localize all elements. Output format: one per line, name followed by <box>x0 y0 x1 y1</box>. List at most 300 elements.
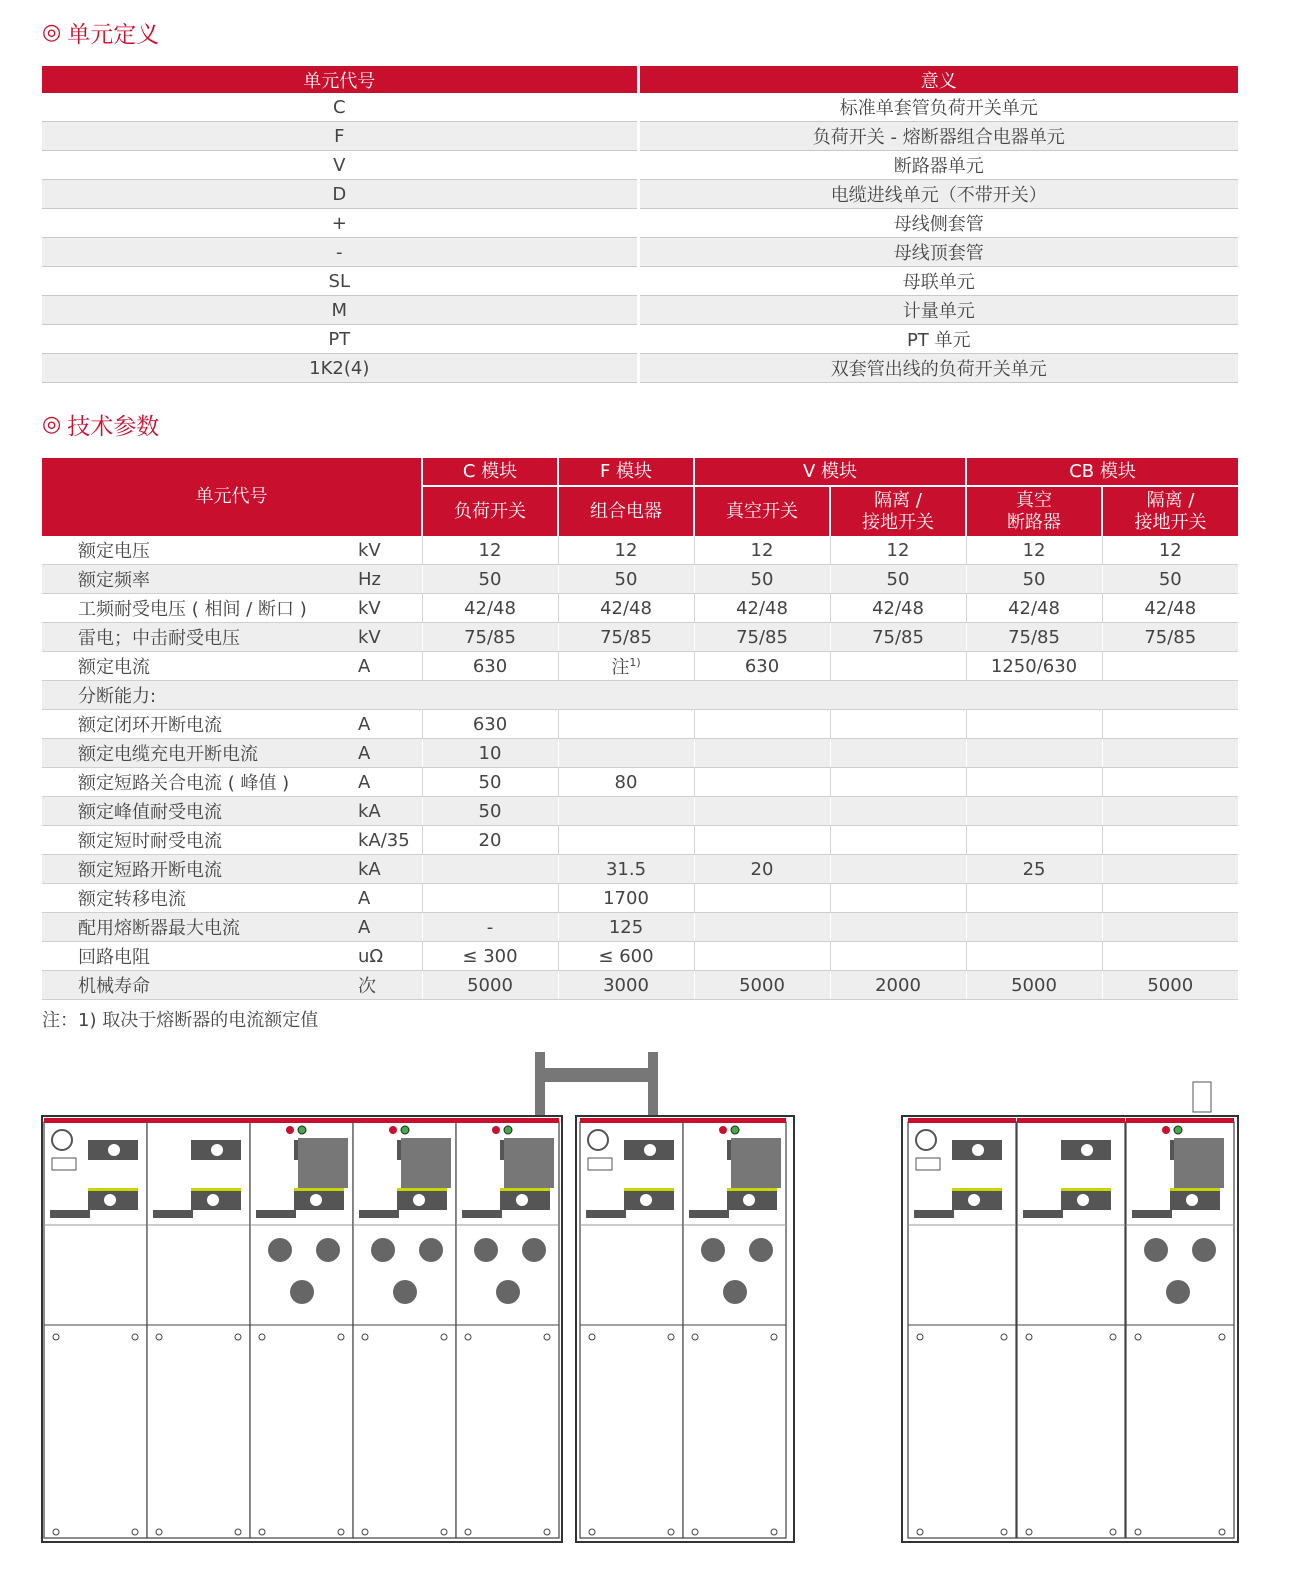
param-value <box>966 623 1102 652</box>
fuse-knob <box>701 1238 725 1262</box>
param-value <box>558 768 694 797</box>
busbar-connector <box>535 1052 545 1116</box>
param-value <box>966 884 1102 913</box>
section-title-tech-params <box>42 408 159 441</box>
table-row <box>42 209 1238 238</box>
panel-top-strip <box>1017 1118 1125 1123</box>
param-value <box>558 855 694 884</box>
indicator-light <box>389 1126 397 1134</box>
indicator-light <box>504 1126 512 1134</box>
meaning-cell: 母线顶套管 <box>638 238 1238 267</box>
fuse-knob <box>496 1280 520 1304</box>
table-row <box>42 594 1238 623</box>
panel-top-strip <box>147 1118 250 1123</box>
param-value <box>1102 594 1238 623</box>
param-value <box>694 855 830 884</box>
table-row <box>42 565 1238 594</box>
param-value <box>1102 884 1238 913</box>
param-value <box>1102 536 1238 565</box>
nameplate <box>153 1210 193 1218</box>
param-value <box>1102 797 1238 826</box>
header-meaning: 意义 <box>638 66 1238 93</box>
unit-code-cell: V <box>42 151 638 180</box>
fuse-knob <box>474 1238 498 1262</box>
param-value <box>558 942 694 971</box>
switch-indicator <box>191 1188 241 1191</box>
param-value <box>1102 652 1238 681</box>
param-value <box>1102 623 1238 652</box>
value-text: 50 <box>886 568 910 590</box>
table-row <box>42 710 1238 739</box>
param-value <box>694 739 830 768</box>
unit-definition-table <box>42 66 1238 383</box>
param-unit: A <box>352 739 422 768</box>
param-value <box>830 739 966 768</box>
table-row <box>42 536 1238 565</box>
busbar-connector <box>545 1068 648 1082</box>
sub-header-cell: 组合电器 <box>558 486 694 536</box>
param-value <box>830 768 966 797</box>
param-name: 回路电阻 <box>42 942 352 971</box>
param-value <box>1102 855 1238 884</box>
param-value <box>830 652 966 681</box>
table-row <box>42 151 1238 180</box>
value-text: 80 <box>614 771 638 793</box>
indicator-light <box>298 1126 306 1134</box>
unit-code-cell: C <box>42 93 638 122</box>
value-text: 5000 <box>467 974 513 996</box>
param-value <box>830 710 966 739</box>
param-value <box>830 797 966 826</box>
param-value <box>422 623 558 652</box>
param-value <box>422 739 558 768</box>
breaker-mechanism <box>731 1138 781 1188</box>
param-value <box>422 565 558 594</box>
header-unit-code: 单元代号 <box>42 66 638 93</box>
table-row <box>42 739 1238 768</box>
param-unit: A <box>352 652 422 681</box>
indicator-light <box>492 1126 500 1134</box>
param-value <box>694 710 830 739</box>
switch-indicator <box>413 1194 425 1206</box>
switch-indicator <box>640 1194 652 1206</box>
sub-header-cell: 隔离 / 接地开关 <box>830 486 966 536</box>
sub-header-cell: 隔离 / 接地开关 <box>1102 486 1238 536</box>
switch-indicator <box>310 1194 322 1206</box>
param-value <box>830 942 966 971</box>
param-value <box>1102 739 1238 768</box>
table-row <box>42 180 1238 209</box>
table-row <box>42 942 1238 971</box>
param-name: 额定短路关合电流 ( 峰值 ) <box>42 768 352 797</box>
nameplate <box>462 1210 502 1218</box>
unit-code-cell: 1K2(4) <box>42 354 638 383</box>
switch-indicator <box>104 1194 116 1206</box>
value-text: 1700 <box>603 887 649 909</box>
fuse-knob <box>749 1238 773 1262</box>
table-row <box>42 681 1238 710</box>
unit-code-cell: - <box>42 238 638 267</box>
value-text: 75/85 <box>464 626 516 648</box>
group-header-v: V 模块 <box>694 458 966 486</box>
value-text: 2000 <box>875 974 921 996</box>
value-text: 50 <box>1158 568 1182 590</box>
fuse-knob <box>290 1280 314 1304</box>
footnote: 注：1) 取决于熔断器的电流额定值 <box>42 1010 319 1031</box>
fuse-knob <box>1166 1280 1190 1304</box>
value-text: 5000 <box>1147 974 1194 996</box>
param-value <box>1102 913 1238 942</box>
param-unit: A <box>352 884 422 913</box>
param-unit: 次 <box>352 971 422 1000</box>
panel-body <box>908 1122 1016 1538</box>
param-value <box>422 913 558 942</box>
sub-header-cell: 真空 断路器 <box>966 486 1102 536</box>
fuse-knob <box>1144 1238 1168 1262</box>
fuse-knob <box>393 1280 417 1304</box>
nameplate <box>689 1210 729 1218</box>
unit-code-cell: SL <box>42 267 638 296</box>
param-value <box>830 884 966 913</box>
double-circle-icon: ◎ <box>42 412 62 437</box>
value-text: 3000 <box>603 974 649 996</box>
value-text: 75/85 <box>872 626 924 648</box>
param-value <box>694 913 830 942</box>
table-row <box>42 267 1238 296</box>
value-text: 42/48 <box>464 597 516 619</box>
switch-indicator <box>727 1188 777 1191</box>
param-value <box>966 565 1102 594</box>
param-value <box>558 652 694 681</box>
param-value <box>558 565 694 594</box>
switch-indicator <box>1077 1194 1089 1206</box>
param-value <box>1102 971 1238 1000</box>
breaker-mechanism <box>504 1138 554 1188</box>
param-unit: Hz <box>352 565 422 594</box>
panel-body <box>580 1122 683 1538</box>
fuse-knob <box>419 1238 443 1262</box>
param-unit: A <box>352 768 422 797</box>
param-unit: kA <box>352 797 422 826</box>
param-value <box>1102 942 1238 971</box>
param-value <box>830 826 966 855</box>
param-name: 额定电流 <box>42 652 352 681</box>
param-value <box>694 536 830 565</box>
unit-code-cell: PT <box>42 325 638 354</box>
switch-indicator <box>88 1188 138 1191</box>
switch-indicator <box>972 1144 984 1156</box>
param-value <box>1102 768 1238 797</box>
group-header-f: F 模块 <box>558 458 694 486</box>
nameplate <box>359 1210 399 1218</box>
param-name: 额定短路开断电流 <box>42 855 352 884</box>
table-row <box>42 884 1238 913</box>
param-value <box>422 768 558 797</box>
unit-code-cell: F <box>42 122 638 151</box>
table-row <box>42 913 1238 942</box>
switch-indicator <box>397 1188 447 1191</box>
param-value <box>558 710 694 739</box>
param-group-label: 分断能力: <box>42 681 1238 710</box>
value-text: 31.5 <box>605 858 647 880</box>
value-text: 42/48 <box>736 597 788 619</box>
value-text: 42/48 <box>600 597 652 619</box>
table-row <box>42 325 1238 354</box>
busbar-connector <box>648 1052 658 1116</box>
param-value <box>694 826 830 855</box>
meaning-cell: 电缆进线单元（不带开关） <box>638 180 1238 209</box>
table-row <box>42 238 1238 267</box>
param-value <box>966 913 1102 942</box>
param-name: 机械寿命 <box>42 971 352 1000</box>
value-text: 42/48 <box>872 597 924 619</box>
param-value <box>1102 565 1238 594</box>
meaning-cell: 负荷开关 - 熔断器组合电器单元 <box>638 122 1238 151</box>
param-value <box>966 826 1102 855</box>
panel-top-strip <box>1126 1118 1234 1123</box>
param-name: 额定频率 <box>42 565 352 594</box>
param-value <box>966 768 1102 797</box>
param-value <box>966 652 1102 681</box>
value-text: 12 <box>1022 539 1046 561</box>
param-value <box>694 565 830 594</box>
param-value <box>422 826 558 855</box>
indicator-light <box>401 1126 409 1134</box>
panel-top-strip <box>250 1118 353 1123</box>
panel-top-strip <box>683 1118 786 1123</box>
param-value <box>830 855 966 884</box>
fuse-knob <box>723 1280 747 1304</box>
switch-indicator <box>968 1194 980 1206</box>
panel-top-strip <box>353 1118 456 1123</box>
param-value <box>558 971 694 1000</box>
switch-indicator <box>644 1144 656 1156</box>
fuse-knob <box>522 1238 546 1262</box>
value-text: 75/85 <box>600 626 652 648</box>
value-text: 50 <box>750 568 774 590</box>
param-value <box>694 652 830 681</box>
param-value <box>830 971 966 1000</box>
param-value <box>1102 826 1238 855</box>
param-value <box>422 536 558 565</box>
value-text: ≤ 300 <box>462 945 518 967</box>
meaning-cell: PT 单元 <box>638 325 1238 354</box>
nameplate <box>586 1210 626 1218</box>
panel-top-strip <box>908 1118 1016 1123</box>
param-value <box>694 768 830 797</box>
param-value <box>966 797 1102 826</box>
switch-indicator <box>207 1194 219 1206</box>
meaning-cell: 母联单元 <box>638 267 1238 296</box>
meaning-cell: 双套管出线的负荷开关单元 <box>638 354 1238 383</box>
footnote-marker: 1) <box>629 656 641 669</box>
fuse-knob <box>1192 1238 1216 1262</box>
table-row <box>42 296 1238 325</box>
breaker-mechanism <box>298 1138 348 1188</box>
param-value <box>558 536 694 565</box>
value-text: 10 <box>478 742 502 764</box>
meaning-cell: 标准单套管负荷开关单元 <box>638 93 1238 122</box>
value-text: 50 <box>478 771 502 793</box>
value-text: 50 <box>478 800 502 822</box>
table-row <box>42 652 1238 681</box>
table-header-row <box>42 66 1238 93</box>
indicator-light <box>731 1126 739 1134</box>
table-row <box>42 797 1238 826</box>
switch-indicator <box>1186 1194 1198 1206</box>
param-value <box>558 797 694 826</box>
param-value <box>830 913 966 942</box>
value-text: 5000 <box>739 974 785 996</box>
section-title-text: 单元定义 <box>67 22 160 48</box>
panel-body <box>1017 1122 1125 1538</box>
value-text: 20 <box>750 858 774 880</box>
param-value <box>966 855 1102 884</box>
param-name: 额定转移电流 <box>42 884 352 913</box>
switch-indicator <box>211 1144 223 1156</box>
param-unit: kV <box>352 594 422 623</box>
value-text: 125 <box>608 916 644 938</box>
param-value <box>558 913 694 942</box>
param-value <box>694 623 830 652</box>
param-value <box>966 971 1102 1000</box>
param-name: 额定电压 <box>42 536 352 565</box>
param-name: 额定电缆充电开断电流 <box>42 739 352 768</box>
table-row <box>42 122 1238 151</box>
table-row <box>42 623 1238 652</box>
indicator-light <box>1174 1126 1182 1134</box>
param-value <box>830 565 966 594</box>
param-value <box>422 884 558 913</box>
fuse-knob <box>268 1238 292 1262</box>
param-value <box>694 942 830 971</box>
value-text: 75/85 <box>1144 626 1197 648</box>
breaker-mechanism <box>401 1138 451 1188</box>
fuse-knob <box>316 1238 340 1262</box>
value-text: 75/85 <box>736 626 788 648</box>
value-text: 630 <box>472 713 508 735</box>
value-text: 75/85 <box>1008 626 1060 648</box>
switch-indicator <box>743 1194 755 1206</box>
indicator-light <box>719 1126 727 1134</box>
nameplate <box>1023 1210 1063 1218</box>
pt-device <box>1193 1082 1211 1112</box>
value-text: 42/48 <box>1144 597 1197 619</box>
value-text: 注 <box>611 657 630 678</box>
value-text: 630 <box>744 655 780 677</box>
unit-code-cell: M <box>42 296 638 325</box>
nameplate <box>256 1210 296 1218</box>
switch-indicator <box>1081 1144 1093 1156</box>
param-value <box>558 739 694 768</box>
switch-indicator <box>500 1188 550 1191</box>
param-unit: A <box>352 913 422 942</box>
param-value <box>694 797 830 826</box>
nameplate <box>50 1210 90 1218</box>
value-text: 5000 <box>1011 974 1057 996</box>
value-text: 12 <box>1158 539 1182 561</box>
double-circle-icon: ◎ <box>42 20 62 45</box>
value-text: 630 <box>472 655 508 677</box>
switch-indicator <box>1170 1188 1220 1191</box>
param-unit: kA <box>352 855 422 884</box>
switch-indicator <box>108 1144 120 1156</box>
table-row <box>42 93 1238 122</box>
param-value <box>694 971 830 1000</box>
value-text: 12 <box>750 539 774 561</box>
table-row <box>42 855 1238 884</box>
param-value <box>422 971 558 1000</box>
value-text: 20 <box>478 829 502 851</box>
param-unit: kV <box>352 623 422 652</box>
param-value <box>558 623 694 652</box>
group-header-c: C 模块 <box>422 458 558 486</box>
table-row <box>42 971 1238 1000</box>
value-text: 50 <box>478 568 502 590</box>
switch-indicator <box>294 1188 344 1191</box>
table-row <box>42 354 1238 383</box>
param-value <box>966 710 1102 739</box>
value-text: 12 <box>478 539 502 561</box>
value-text: 25 <box>1022 858 1046 880</box>
param-value <box>1102 710 1238 739</box>
param-value <box>830 536 966 565</box>
switch-indicator <box>516 1194 528 1206</box>
param-value <box>422 594 558 623</box>
unit-code-cell: + <box>42 209 638 238</box>
table-row <box>42 826 1238 855</box>
param-value <box>422 797 558 826</box>
fuse-knob <box>371 1238 395 1262</box>
nameplate <box>1132 1210 1172 1218</box>
unit-code-cell: D <box>42 180 638 209</box>
param-value <box>422 855 558 884</box>
switch-indicator <box>624 1188 674 1191</box>
param-value <box>422 942 558 971</box>
param-value <box>694 884 830 913</box>
param-value <box>830 594 966 623</box>
param-value <box>966 739 1102 768</box>
section-title-unit-definition <box>42 16 159 49</box>
param-name: 雷电；中击耐受电压 <box>42 623 352 652</box>
param-name: 配用熔断器最大电流 <box>42 913 352 942</box>
param-value <box>422 652 558 681</box>
param-value <box>966 536 1102 565</box>
switch-indicator <box>952 1188 1002 1191</box>
section-title-text: 技术参数 <box>67 414 160 440</box>
value-text: 50 <box>614 568 638 590</box>
breaker-mechanism <box>1174 1138 1224 1188</box>
technical-parameters-table <box>42 458 1238 1000</box>
param-value <box>694 594 830 623</box>
panel-top-strip <box>580 1118 683 1123</box>
value-text: - <box>486 916 494 938</box>
value-text: 50 <box>1022 568 1046 590</box>
meaning-cell: 断路器单元 <box>638 151 1238 180</box>
sub-header-cell: 真空开关 <box>694 486 830 536</box>
value-text: 12 <box>614 539 638 561</box>
param-value <box>558 884 694 913</box>
nameplate <box>914 1210 954 1218</box>
panel-body <box>147 1122 250 1538</box>
indicator-light <box>286 1126 294 1134</box>
sub-header-cell: 负荷开关 <box>422 486 558 536</box>
panel-body <box>44 1122 147 1538</box>
param-name: 额定短时耐受电流 <box>42 826 352 855</box>
value-text: 12 <box>886 539 910 561</box>
param-value <box>558 594 694 623</box>
param-unit: uΩ <box>352 942 422 971</box>
